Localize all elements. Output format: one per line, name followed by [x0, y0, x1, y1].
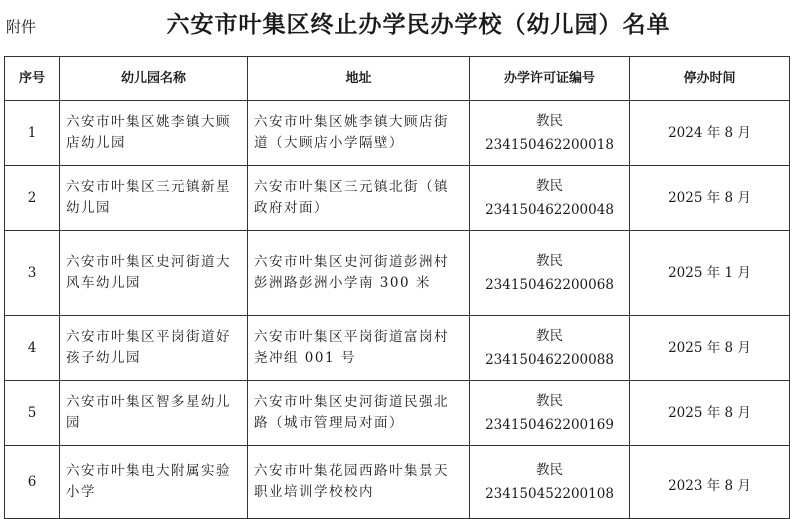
row-index: 3: [5, 231, 60, 316]
row-index: 4: [5, 316, 60, 381]
kindergarten-name: 六安市叶集区姚李镇大顾店幼儿园: [60, 101, 248, 166]
table-row: [5, 231, 790, 316]
license-number: 234150452200108: [485, 486, 614, 502]
table-row: [5, 381, 790, 446]
license-prefix: 教民: [536, 178, 563, 194]
school-list-table: [4, 56, 790, 519]
header-stop-time: 停办时间: [630, 57, 790, 101]
kindergarten-name: 六安市叶集区史河街道大风车幼儿园: [60, 231, 248, 316]
row-index: 1: [5, 101, 60, 166]
license-cell: [470, 166, 630, 231]
license-prefix: 教民: [536, 328, 563, 344]
kindergarten-name: 六安市叶集区智多星幼儿园: [60, 381, 248, 446]
kindergarten-name: 六安市叶集区三元镇新星幼儿园: [60, 166, 248, 231]
license-number: 234150462200048: [485, 202, 614, 218]
table-row: [5, 316, 790, 381]
license-cell: [470, 101, 630, 166]
license-prefix: 教民: [536, 253, 563, 269]
license-cell: [470, 316, 630, 381]
address: 六安市叶集花园西路叶集景天职业培训学校校内: [248, 446, 470, 519]
address: 六安市叶集区史河街道民强北路（城市管理局对面）: [248, 381, 470, 446]
kindergarten-name: 六安市叶集区平岗街道好孩子幼儿园: [60, 316, 248, 381]
address: 六安市叶集区平岗街道富岗村尧冲组 001 号: [248, 316, 470, 381]
license-cell: [470, 381, 630, 446]
stop-time: 2025 年 1 月: [630, 231, 790, 316]
stop-time: 2024 年 8 月: [630, 101, 790, 166]
license-prefix: 教民: [536, 393, 563, 409]
header-address: 地址: [248, 57, 470, 101]
row-index: 2: [5, 166, 60, 231]
license-prefix: 教民: [536, 462, 563, 478]
license-number: 234150462200068: [485, 277, 614, 293]
stop-time: [630, 446, 790, 519]
header-name: 幼儿园名称: [60, 57, 248, 101]
address: 六安市叶集区姚李镇大顾店街道（大顾店小学隔壁）: [248, 101, 470, 166]
license-cell: [470, 231, 630, 316]
row-index: 5: [5, 381, 60, 446]
attachment-label: 附件: [6, 18, 37, 36]
table-row: [5, 166, 790, 231]
header-license: 办学许可证编号: [470, 57, 630, 101]
kindergarten-name: 六安市叶集电大附属实验小学: [60, 446, 248, 519]
stop-time: 2025 年 8 月: [630, 381, 790, 446]
license-prefix: 教民: [536, 113, 563, 129]
row-index: 6: [5, 446, 60, 519]
table-row: [5, 446, 790, 519]
license-number: 234150462200088: [485, 352, 614, 368]
document-title: 六安市叶集区终止办学民办学校（幼儿园）名单: [166, 11, 671, 38]
address: 六安市叶集区三元镇北街（镇政府对面）: [248, 166, 470, 231]
stop-time: 2025 年 8 月: [630, 166, 790, 231]
table-header-row: [5, 57, 790, 101]
stop-time: 2025 年 8 月: [630, 316, 790, 381]
table-row: [5, 101, 790, 166]
address: 六安市叶集区史河街道彭洲村彭洲路彭洲小学南 300 米: [248, 231, 470, 316]
license-number: 234150462200169: [485, 417, 614, 433]
license-number: 234150462200018: [485, 137, 614, 153]
header-index: 序号: [5, 57, 60, 101]
stop-time-text: 2023 年 8 月: [668, 478, 751, 494]
license-cell: [470, 446, 630, 519]
